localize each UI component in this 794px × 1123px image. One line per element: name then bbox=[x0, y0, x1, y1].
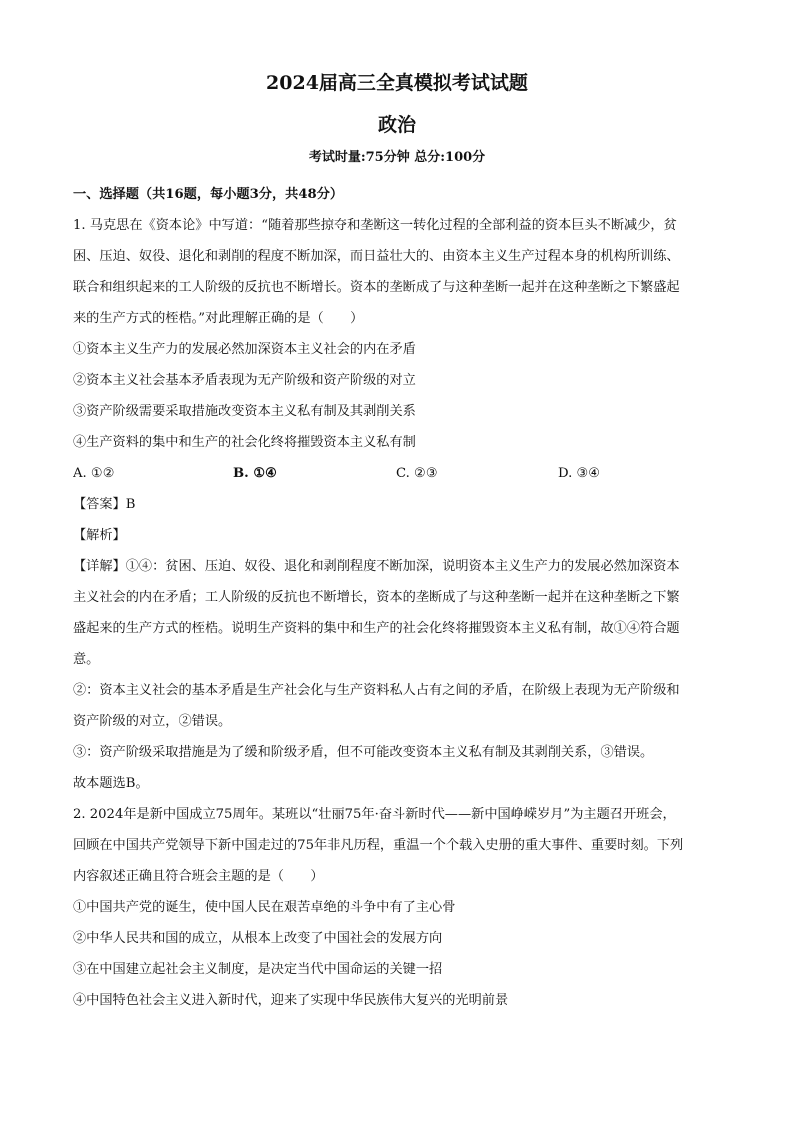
q1-stem-line: 困、压迫、奴役、退化和剥削的程度不断加深，而日益壮大的、由资本主义生产过程本身的机构所训练、 bbox=[73, 249, 680, 264]
q2-stem-line: 回顾在中国共产党领导下新中国走过的75年非凡历程，重温一个个载入史册的重大事件、重要时刻。下列 bbox=[73, 838, 684, 853]
q2-statement: ②中华人民共和国的成立，从根本上改变了中国社会的发展方向 bbox=[73, 931, 443, 946]
q1-detail-line: 盛起来的生产方式的桎梏。说明生产资料的集中和生产的社会化终将摧毁资本主义私有制，故①④符合题 bbox=[73, 621, 680, 636]
exam-subject: 政治 bbox=[377, 114, 416, 136]
q2-stem-line: 内容叙述正确且符合班会主题的是（ ） bbox=[73, 869, 324, 884]
q1-options bbox=[73, 458, 727, 489]
q1-detail-line: 故本题选B。 bbox=[73, 776, 149, 791]
q1-statement: ①资本主义生产力的发展必然加深资本主义社会的内在矛盾 bbox=[73, 342, 416, 357]
exam-meta: 考试时量:75分钟 总分:100分 bbox=[308, 150, 486, 165]
q1-detail-line: 主义社会的内在矛盾；工人阶级的反抗也不断增长，资本的垄断成了与这种垄断一起并在这种垄断之下繁 bbox=[73, 590, 680, 605]
q2-statement: ④中国特色社会主义进入新时代，迎来了实现中华民族伟大复兴的光明前景 bbox=[73, 993, 509, 1008]
section-heading: 一、选择题（共16题，每小题3分，共48分） bbox=[73, 187, 344, 202]
q1-option-a: A. ①② bbox=[73, 466, 115, 481]
exam-title: 2024届高三全真模拟考试试题 bbox=[266, 72, 528, 94]
q1-detail-line: ②：资本主义社会的基本矛盾是生产社会化与生产资料私人占有之间的矛盾，在阶级上表现为无产阶级和 bbox=[73, 683, 680, 698]
q1-statement: ②资本主义社会基本矛盾表现为无产阶级和资产阶级的对立 bbox=[73, 373, 416, 388]
q2-statement: ③在中国建立起社会主义制度，是决定当代中国命运的关键一招 bbox=[73, 962, 443, 977]
q2-stem-line: 2. 2024年是新中国成立75周年。某班以“壮丽75年·奋斗新时代——新中国峥嵘岁月”为主题召开班会， bbox=[73, 807, 676, 822]
q1-statement: ④生产资料的集中和生产的社会化终将摧毁资本主义私有制 bbox=[73, 435, 416, 450]
q1-stem-line: 联合和组织起来的工人阶级的反抗也不断增长。资本的垄断成了与这种垄断一起并在这种垄断之下繁盛起 bbox=[73, 280, 680, 295]
q1-detail-line: 意。 bbox=[73, 652, 100, 667]
q1-detail-line: ③：资产阶级采取措施是为了缓和阶级矛盾，但不可能改变资本主义私有制及其剥削关系，③错误。 bbox=[73, 745, 654, 760]
q1-option-b: B. ①④ bbox=[233, 466, 277, 481]
exam-content bbox=[73, 179, 727, 1016]
q1-analysis-label: 【解析】 bbox=[73, 528, 126, 543]
q1-statement: ③资产阶级需要采取措施改变资本主义私有制及其剥削关系 bbox=[73, 404, 416, 419]
q1-option-d: D. ③④ bbox=[558, 466, 601, 481]
q1-stem-line: 来的生产方式的桎梏。”对此理解正确的是（ ） bbox=[73, 311, 364, 326]
q1-detail-line: 【详解】①④：贫困、压迫、奴役、退化和剥削程度不断加深，说明资本主义生产力的发展必然加深资本 bbox=[73, 559, 680, 574]
q2-statement: ①中国共产党的诞生，使中国人民在艰苦卓绝的斗争中有了主心骨 bbox=[73, 900, 456, 915]
q1-detail-line: 资产阶级的对立，②错误。 bbox=[73, 714, 232, 729]
q1-option-c: C. ②③ bbox=[396, 466, 438, 481]
q1-stem-line: 1. 马克思在《资本论》中写道：“随着那些掠夺和垄断这一转化过程的全部利益的资本巨头不断减少，贫 bbox=[73, 218, 677, 233]
q1-answer: 【答案】B bbox=[73, 497, 136, 512]
